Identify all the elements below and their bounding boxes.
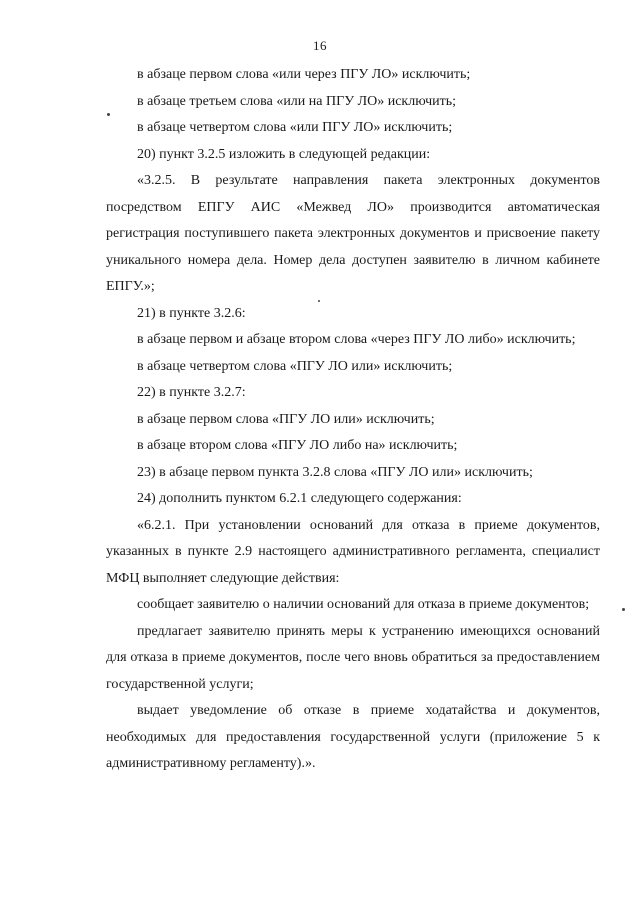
paragraph: 20) пункт 3.2.5 изложить в следующей редакции: — [137, 146, 431, 162]
scan-speck — [622, 608, 625, 611]
paragraph: сообщает заявителю о наличии оснований для отказа в приеме документов; — [137, 597, 590, 612]
paragraph: в абзаце первом слова «или через ПГУ ЛО» исключить; — [137, 67, 471, 82]
paragraph: выдает уведомление об отказе в приеме ходатайства и документов, необходимых для предоставления государственной услуги (приложение 5 к административному регламенту).». — [106, 703, 600, 771]
paragraph: 22) в пункте 3.2.7: — [137, 385, 246, 400]
scan-speck — [107, 113, 110, 116]
paragraph: 24) дополнить пунктом 6.2.1 следующего содержания: — [137, 491, 462, 506]
document-body — [106, 62, 600, 778]
paragraph: в абзаце четвертом слова «или ПГУ ЛО» исключить; — [137, 120, 453, 135]
paragraph: предлагает заявителю принять меры к устранению имеющихся оснований для отказа в приеме документов, после чего вновь обратиться за предоставлением государственной услуги; — [106, 623, 600, 692]
paragraph: в абзаце третьем слова «или на ПГУ ЛО» исключить; — [137, 93, 457, 109]
scan-speck — [318, 300, 320, 302]
paragraph: в абзаце первом слова «ПГУ ЛО или» исключить; — [137, 411, 435, 427]
paragraph: 21) в пункте 3.2.6: — [137, 305, 246, 321]
paragraph: 23) в абзаце первом пункта 3.2.8 слова «ПГУ ЛО или» исключить; — [137, 464, 533, 480]
paragraph: «6.2.1. При установлении оснований для отказа в приеме документов, указанных в пункте 2.9 настоящего административного регламента, специалист МФЦ выполняет следующие действия: — [106, 517, 600, 586]
paragraph: в абзаце первом и абзаце втором слова «через ПГУ ЛО либо» исключить; — [137, 332, 576, 347]
paragraph: «3.2.5. В результате направления пакета электронных документов посредством ЕПГУ АИС «Межвед ЛО» производится автоматическая регистрация поступившего пакета электронных документов и присвоение пакету уникального номера дела. Номер дела доступен заявителю в личном кабинете ЕПГУ.»; — [106, 173, 600, 294]
page-number: 16 — [313, 38, 327, 53]
paragraph: в абзаце четвертом слова «ПГУ ЛО или» исключить; — [137, 358, 453, 374]
paragraph: в абзаце втором слова «ПГУ ЛО либо на» исключить; — [137, 438, 458, 453]
